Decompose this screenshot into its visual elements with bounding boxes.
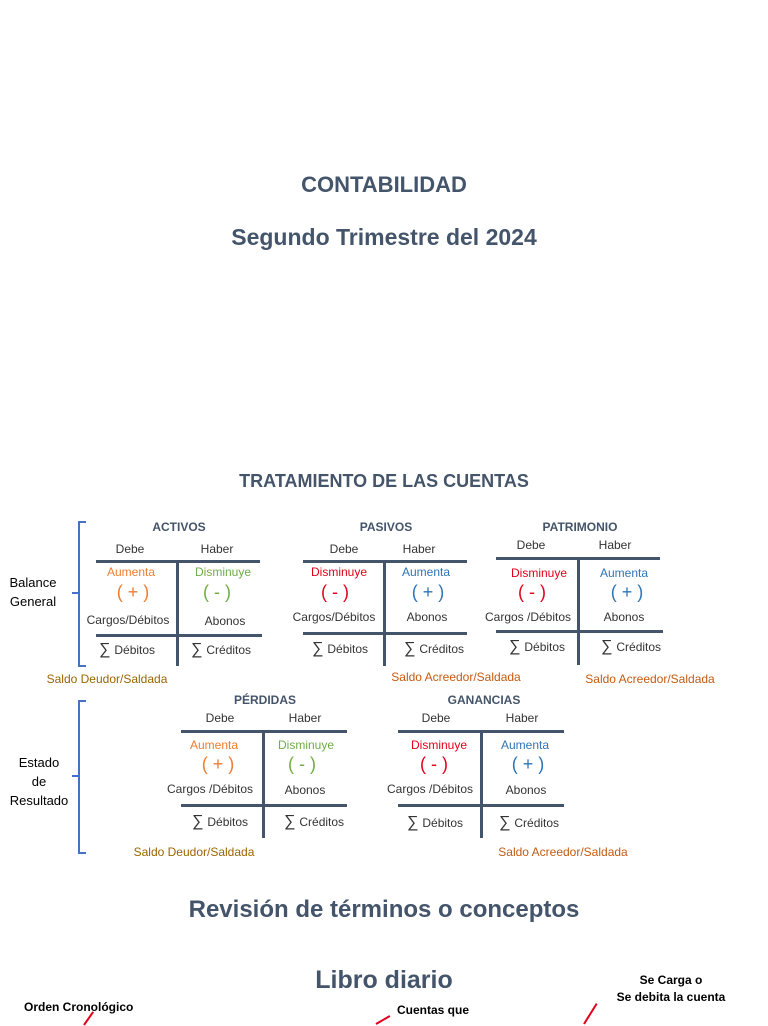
perdidas-minus: ( - )	[288, 754, 316, 774]
perdidas-plus: ( + )	[201, 754, 235, 774]
cuentas-note: Cuentas que	[397, 1003, 470, 1017]
ganancias-sum-creditos	[499, 814, 559, 832]
pasivos-plus: ( + )	[411, 582, 445, 602]
perdidas-sum-creditos	[284, 813, 344, 831]
sum-icon: ∑	[498, 814, 511, 831]
pasivos-debitos-label: Débitos	[327, 642, 369, 656]
sum-icon: ∑	[403, 640, 416, 657]
perdidas-hline2	[181, 804, 347, 807]
estado-resultado-label	[10, 753, 69, 810]
balance-general-text: Balance General	[9, 575, 57, 609]
balance-brace-tick	[72, 592, 78, 594]
pasivos-creditos-label: Créditos	[419, 642, 465, 656]
ganancias-vline	[480, 730, 483, 838]
sum-icon: ∑	[283, 813, 296, 830]
pasivos-haber: Haber	[402, 542, 436, 556]
cuentas-arrow-icon	[376, 1015, 391, 1025]
page-subtitle: Segundo Trimestre del 2024	[231, 224, 537, 250]
activos-minus: ( - )	[203, 582, 231, 602]
sum-icon: ∑	[98, 641, 111, 658]
treatment-title: TRATAMIENTO DE LAS CUENTAS	[239, 471, 529, 491]
activos-disminuye: Disminuye	[194, 565, 252, 579]
pasivos-sum-creditos	[404, 640, 464, 658]
perdidas-debitos-label: Débitos	[207, 815, 249, 829]
patrimonio-sum-creditos	[601, 638, 661, 656]
perdidas-vline	[262, 730, 265, 838]
activos-plus: ( + )	[116, 582, 150, 602]
pasivos-saldo: Saldo Acreedor/Saldada	[391, 670, 521, 684]
ganancias-debe: Debe	[421, 711, 451, 725]
page-title: CONTABILIDAD	[301, 172, 467, 197]
activos-hline2	[96, 634, 262, 637]
activos-sum-debitos	[99, 641, 155, 659]
patrimonio-minus: ( - )	[518, 582, 546, 602]
patrimonio-debitos-label: Débitos	[524, 640, 566, 654]
ganancias-disminuye: Disminuye	[410, 738, 468, 752]
patrimonio-cargos: Cargos /Débitos	[484, 610, 572, 624]
patrimonio-plus: ( + )	[610, 582, 644, 602]
se-carga-note: Se Carga o Se debita la cuenta	[616, 973, 726, 1004]
ganancias-hline2	[398, 804, 564, 807]
ganancias-creditos-label: Créditos	[514, 816, 560, 830]
perdidas-sum-debitos	[192, 813, 248, 831]
patrimonio-abonos: Abonos	[603, 610, 645, 624]
activos-saldo: Saldo Deudor/Saldada	[46, 672, 168, 686]
pasivos-vline	[383, 560, 386, 666]
patrimonio-title: PATRIMONIO	[542, 520, 618, 534]
sum-icon: ∑	[191, 813, 204, 830]
sum-icon: ∑	[190, 641, 203, 658]
perdidas-saldo: Saldo Deudor/Saldada	[133, 845, 255, 859]
patrimonio-aumenta: Aumenta	[599, 566, 649, 580]
perdidas-aumenta: Aumenta	[189, 738, 239, 752]
patrimonio-haber: Haber	[598, 538, 632, 552]
patrimonio-creditos-label: Créditos	[616, 640, 662, 654]
patrimonio-debe: Debe	[516, 538, 546, 552]
activos-debe: Debe	[115, 542, 145, 556]
ganancias-saldo: Saldo Acreedor/Saldada	[498, 845, 628, 859]
estado-brace	[78, 700, 86, 854]
orden-cronologico-note: Orden Cronológico	[24, 1000, 134, 1014]
pasivos-aumenta: Aumenta	[401, 565, 451, 579]
perdidas-abonos: Abonos	[284, 783, 326, 797]
activos-creditos-label: Créditos	[206, 643, 252, 657]
pasivos-cargos: Cargos/Débitos	[292, 610, 376, 624]
estado-resultado-text: Estado de Resultado	[9, 755, 69, 808]
ganancias-aumenta: Aumenta	[500, 738, 550, 752]
estado-brace-tick	[72, 775, 78, 777]
activos-vline	[176, 560, 179, 666]
pasivos-title: PASIVOS	[359, 520, 413, 534]
perdidas-disminuye: Disminuye	[277, 738, 335, 752]
perdidas-haber: Haber	[288, 711, 322, 725]
sum-icon: ∑	[600, 638, 613, 655]
review-title: Revisión de términos o conceptos	[188, 896, 580, 923]
ganancias-cargos: Cargos /Débitos	[386, 782, 474, 796]
libro-diario-title: Libro diario	[315, 966, 453, 994]
ganancias-debitos-label: Débitos	[422, 816, 464, 830]
pasivos-minus: ( - )	[321, 582, 349, 602]
ganancias-abonos: Abonos	[505, 783, 547, 797]
ganancias-title: GANANCIAS	[447, 693, 521, 707]
sum-icon: ∑	[508, 638, 521, 655]
balance-general-label	[10, 573, 57, 611]
activos-haber: Haber	[200, 542, 234, 556]
pasivos-disminuye: Disminuye	[310, 565, 368, 579]
sum-icon: ∑	[406, 814, 419, 831]
pasivos-abonos: Abonos	[406, 610, 448, 624]
sum-icon: ∑	[311, 640, 324, 657]
activos-cargos: Cargos/Débitos	[86, 613, 170, 627]
pasivos-hline2	[303, 632, 467, 635]
perdidas-cargos: Cargos /Débitos	[166, 782, 254, 796]
activos-aumenta: Aumenta	[106, 565, 156, 579]
pasivos-debe: Debe	[329, 542, 359, 556]
perdidas-debe: Debe	[205, 711, 235, 725]
balance-brace	[78, 521, 86, 667]
pasivos-sum-debitos	[312, 640, 368, 658]
ganancias-minus: ( - )	[420, 754, 448, 774]
ganancias-haber: Haber	[505, 711, 539, 725]
patrimonio-disminuye: Disminuye	[510, 566, 568, 580]
perdidas-creditos-label: Créditos	[299, 815, 345, 829]
ganancias-sum-debitos	[407, 814, 463, 832]
patrimonio-saldo: Saldo Acreedor/Saldada	[585, 672, 715, 686]
se-carga-arrow-icon	[583, 1003, 597, 1024]
activos-title: ACTIVOS	[152, 520, 206, 534]
activos-abonos: Abonos	[204, 614, 246, 628]
ganancias-plus: ( + )	[511, 754, 545, 774]
activos-sum-creditos	[191, 641, 251, 659]
perdidas-title: PÉRDIDAS	[233, 693, 297, 707]
activos-debitos-label: Débitos	[114, 643, 156, 657]
patrimonio-sum-debitos	[509, 638, 565, 656]
patrimonio-vline	[577, 557, 580, 665]
patrimonio-hline2	[496, 630, 663, 633]
